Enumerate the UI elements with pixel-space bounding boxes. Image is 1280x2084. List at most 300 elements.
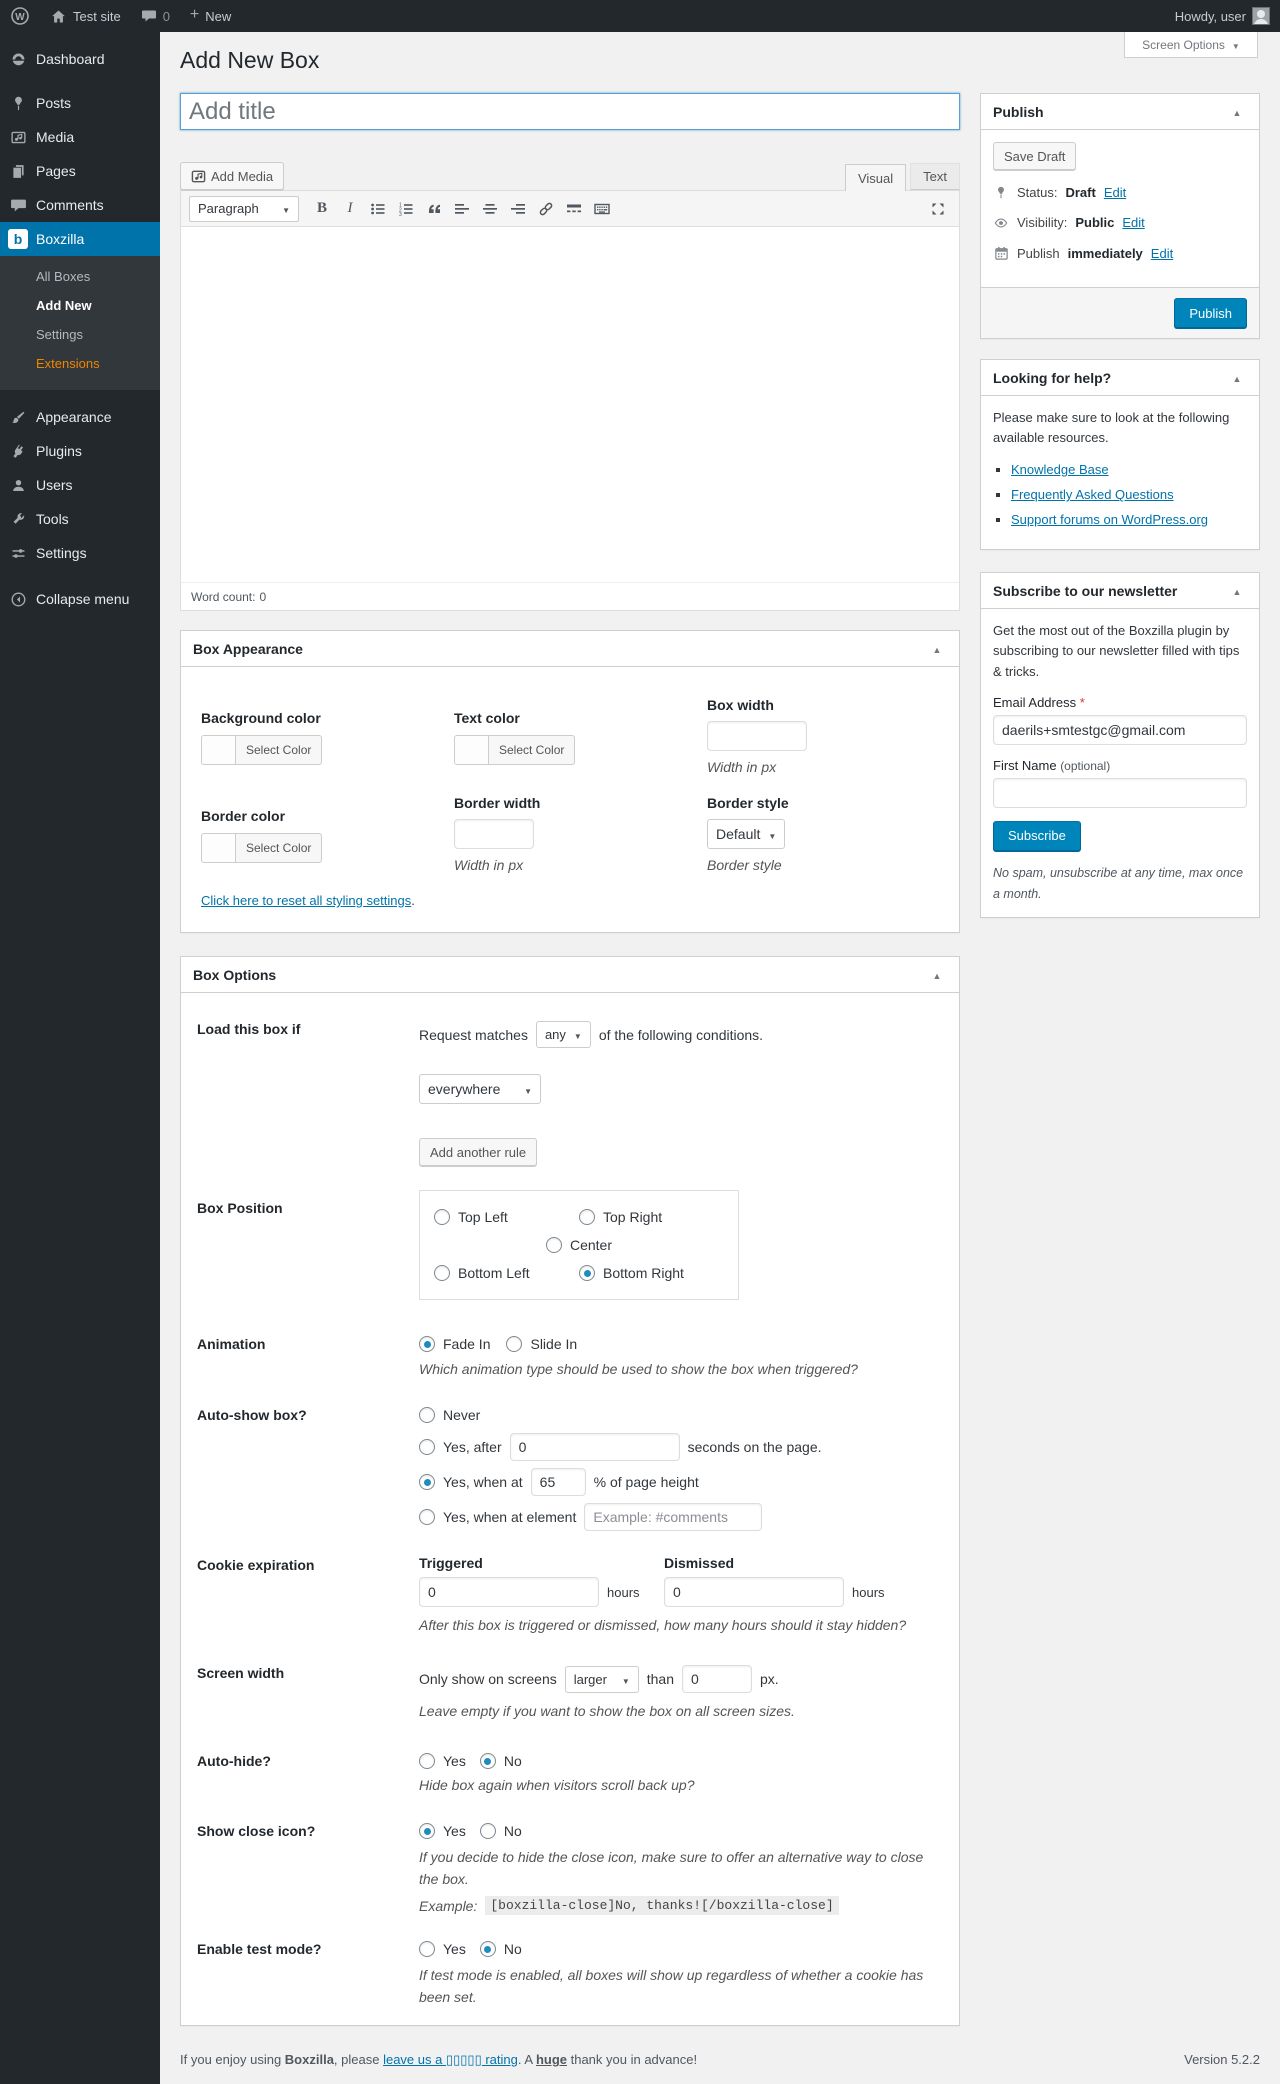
sidebar-item-dashboard[interactable] [0, 42, 160, 76]
radio-label: Yes, when at element [443, 1509, 577, 1525]
example-label: Example: [419, 1897, 478, 1914]
animation-fade-option[interactable] [419, 1336, 490, 1352]
radio-yes-at-element[interactable] [419, 1509, 435, 1525]
sidebar-item-posts[interactable] [0, 86, 160, 120]
autohide-yes-option[interactable] [419, 1753, 466, 1769]
submenu-settings[interactable]: Settings [36, 327, 83, 342]
editor-column [180, 93, 960, 2026]
request-matches-post: of the following conditions. [598, 1026, 764, 1043]
status-row [993, 185, 1247, 200]
wordpress-logo-icon [10, 6, 30, 26]
sidebar-item-label: Appearance [36, 409, 112, 425]
radio-label: No [503, 1823, 522, 1839]
howdy-user-menu[interactable] [1165, 0, 1280, 32]
collapse-toggle-icon[interactable] [927, 967, 947, 982]
submenu-all-boxes[interactable]: All Boxes [36, 269, 91, 284]
word-count-value: 0 [259, 589, 267, 604]
box-options-header [181, 957, 959, 993]
dismissed-hours-input[interactable] [664, 1577, 844, 1607]
radio-autohide-yes[interactable] [419, 1753, 435, 1769]
word-count-label: Word count: [191, 589, 256, 604]
plugins-plug-icon [8, 441, 28, 461]
background-color-picker-button[interactable] [201, 735, 322, 765]
visibility-row [993, 215, 1247, 230]
appearance-brush-icon [8, 407, 28, 427]
text-color-picker-button[interactable] [454, 735, 575, 765]
closeicon-yes-option[interactable] [419, 1823, 466, 1839]
chevron-down-icon [622, 1672, 630, 1687]
newsletter-header [981, 573, 1259, 609]
tab-text[interactable]: Text [910, 163, 960, 190]
radio-closeicon-yes[interactable] [419, 1823, 435, 1839]
sidebar-item-label: Dashboard [36, 51, 105, 67]
comments-icon [8, 195, 28, 215]
reset-styling-link[interactable]: Click here to reset all styling settings [201, 893, 412, 908]
field-label: Border color [201, 808, 286, 824]
element-selector-input[interactable] [584, 1503, 762, 1531]
border-style-value: Default [716, 826, 761, 842]
testmode-no-option[interactable] [480, 1941, 522, 1957]
page-height-percent-input[interactable] [531, 1468, 586, 1496]
match-type-select[interactable] [536, 1021, 591, 1048]
radio-label: Bottom Left [458, 1265, 530, 1281]
numbered-list-icon[interactable] [393, 197, 419, 221]
boxzilla-submenu [0, 256, 160, 390]
radio-label: Yes [443, 1823, 466, 1839]
publish-panel [980, 93, 1260, 339]
field-help: Width in px [707, 759, 777, 775]
panel-title: Box Appearance [193, 640, 303, 657]
calendar-icon [993, 245, 1009, 261]
align-left-icon[interactable] [449, 197, 475, 221]
editor-content-area[interactable] [181, 227, 959, 582]
comments-link[interactable] [131, 0, 180, 32]
field-label: Box width [707, 697, 774, 713]
autoshow-after-post: seconds on the page. [687, 1439, 822, 1455]
panel-title: Box Options [193, 966, 277, 983]
svg-text:W: W [15, 11, 25, 23]
color-swatch [202, 834, 236, 862]
border-style-field [707, 795, 939, 873]
triggered-label: Triggered [419, 1555, 483, 1571]
visibility-label: Visibility: [1017, 215, 1068, 230]
radio-closeicon-no[interactable] [480, 1823, 496, 1839]
sidebar-item-label: Tools [36, 511, 69, 527]
footer-text: If you enjoy using [180, 2052, 285, 2067]
add-media-button[interactable] [180, 162, 284, 190]
radio-top-left[interactable] [434, 1209, 450, 1225]
closeicon-no-option[interactable] [480, 1823, 522, 1839]
status-value: Draft [1065, 185, 1096, 200]
editor-toolbar [181, 191, 959, 227]
submenu-add-new[interactable]: Add New [36, 298, 92, 313]
help-intro: Please make sure to look at the following available resources. [993, 410, 1230, 446]
sidebar-item-collapse-menu[interactable] [0, 582, 160, 616]
testmode-help: If test mode is enabled, all boxes will show up regardless of whether a cookie has been set. [419, 1967, 924, 2006]
cookie-dismissed-group [664, 1555, 899, 1607]
panel-title: Publish [993, 103, 1044, 120]
newsletter-intro: Get the most out of the Boxzilla plugin by subscribing to our newsletter filled with tips & tricks. [993, 623, 1240, 679]
howdy-label: Howdy, user [1174, 8, 1246, 24]
list-item [1011, 462, 1247, 477]
radio-autohide-no[interactable] [480, 1753, 496, 1769]
option-label: Auto-hide? [197, 1753, 271, 1769]
sidebar-item-label: Boxzilla [36, 231, 85, 247]
background-color-field [201, 697, 454, 775]
radio-label: Top Right [603, 1209, 663, 1225]
reset-styling-row [201, 893, 939, 908]
reset-suffix: . [411, 893, 415, 908]
read-more-tag-icon[interactable] [561, 197, 587, 221]
autoshow-height-post: % of page height [593, 1474, 699, 1490]
submenu-extensions[interactable]: Extensions [36, 356, 100, 371]
sidebar-item-pages[interactable] [0, 154, 160, 188]
edit-visibility-link[interactable]: Edit [1122, 215, 1145, 230]
list-item [1011, 512, 1247, 527]
visibility-value: Public [1075, 215, 1115, 230]
autohide-no-option[interactable] [480, 1753, 522, 1769]
boxzilla-icon: b [8, 229, 28, 249]
border-width-field [454, 795, 707, 873]
footer-text: . A [517, 2052, 536, 2067]
load-box-row [181, 1021, 959, 1166]
content-editor [180, 190, 960, 611]
svg-text:1: 1 [399, 202, 402, 209]
publish-button[interactable]: Publish [1174, 298, 1247, 328]
position-grid [419, 1190, 739, 1300]
dismissed-label: Dismissed [664, 1555, 735, 1571]
dashboard-icon [8, 49, 28, 69]
sidebar-item-label: Users [36, 477, 73, 493]
autoshow-never-option[interactable] [419, 1407, 480, 1423]
radio-label: Yes, when at [443, 1474, 523, 1490]
sidebar-item-plugins[interactable] [0, 434, 160, 468]
comments-count: 0 [162, 8, 170, 24]
autohide-help: Hide box again when visitors scroll back up? [419, 1777, 695, 1793]
insert-link-icon[interactable] [533, 197, 559, 221]
sidebar-item-tools[interactable] [0, 502, 160, 536]
example-code: [boxzilla-close]No, thanks![/boxzilla-close] [485, 1896, 838, 1915]
home-icon [50, 8, 67, 25]
first-name-label: First Name (optional) [993, 757, 1111, 773]
eye-visibility-icon [993, 216, 1009, 230]
border-color-picker-button[interactable] [201, 833, 322, 863]
admin-sidebar [0, 32, 160, 2084]
avatar [1252, 7, 1270, 25]
cookie-help: After this box is triggered or dismissed, how many hours should it stay hidden? [419, 1617, 907, 1633]
autoshow-row [181, 1407, 959, 1531]
autoshow-height-option[interactable] [419, 1474, 523, 1490]
newsletter-body [981, 609, 1259, 917]
animation-slide-option[interactable] [506, 1336, 577, 1352]
sidebar-item-label: Posts [36, 95, 72, 111]
toolbar-toggle-keyboard-icon[interactable] [589, 197, 615, 221]
box-position-row [181, 1190, 959, 1300]
radio-label: Slide In [530, 1336, 578, 1352]
settings-sliders-icon [8, 543, 28, 563]
select-color-label: Select Color [246, 841, 312, 855]
radio-slide-in[interactable] [506, 1336, 522, 1352]
select-color-label: Select Color [499, 743, 565, 757]
comments-bubble-icon [141, 8, 157, 24]
rule-condition-value: everywhere [428, 1081, 501, 1097]
box-appearance-body [181, 667, 959, 922]
svg-text:3: 3 [399, 211, 402, 217]
position-center-option[interactable] [546, 1237, 612, 1253]
optional-label: (optional) [1060, 758, 1111, 773]
wordpress-menu[interactable] [0, 0, 40, 32]
footer-brand: Boxzilla [284, 2052, 334, 2067]
newsletter-disclaimer: No spam, unsubscribe at any time, max once a month. [993, 865, 1244, 901]
radio-label: Yes [443, 1941, 466, 1958]
radio-center[interactable] [546, 1237, 562, 1253]
help-body [981, 396, 1259, 549]
chevron-down-icon [768, 826, 776, 842]
media-icon [8, 127, 28, 147]
screen-options-tab[interactable] [1124, 32, 1258, 58]
position-top-left-option[interactable] [434, 1209, 508, 1225]
collapse-toggle-icon[interactable] [927, 641, 947, 656]
help-links-list [1011, 462, 1247, 527]
field-label: Border style [707, 795, 789, 811]
collapse-toggle-icon[interactable] [1227, 583, 1247, 598]
screen-width-row [181, 1665, 959, 1719]
bold-button[interactable]: B [316, 200, 327, 216]
status-label: Status: [1017, 185, 1058, 200]
radio-label: No [503, 1753, 522, 1769]
screen-help: Leave empty if you want to show the box on all screen sizes. [419, 1703, 795, 1719]
editor-mode-tabs [841, 163, 960, 190]
collapse-toggle-icon[interactable] [1227, 104, 1247, 119]
new-content-link[interactable] [180, 0, 241, 32]
option-label: Auto-show box? [197, 1407, 307, 1423]
faq-link[interactable]: Frequently Asked Questions [1011, 487, 1174, 503]
radio-label: Fade In [443, 1336, 491, 1352]
option-label: Load this box if [197, 1021, 301, 1037]
request-matches-pre: Request matches [419, 1026, 528, 1043]
color-swatch [455, 736, 489, 764]
pages-icon [8, 161, 28, 181]
blockquote-icon[interactable] [421, 197, 447, 221]
field-label: Background color [201, 710, 321, 726]
edit-schedule-link[interactable]: Edit [1150, 245, 1174, 261]
publish-header [981, 94, 1259, 130]
sidebar-column [980, 93, 1260, 918]
cookie-triggered-group [419, 1555, 654, 1607]
testmode-yes-option[interactable] [419, 1941, 466, 1957]
field-label: Border width [454, 795, 541, 811]
add-media-icon [191, 169, 206, 184]
radio-bottom-left[interactable] [434, 1265, 450, 1281]
border-width-input[interactable] [454, 819, 534, 849]
option-label: Show close icon? [197, 1823, 316, 1839]
pushpin-icon [8, 93, 28, 113]
paragraph-format-select[interactable] [189, 196, 299, 222]
add-another-rule-button[interactable]: Add another rule [419, 1138, 537, 1166]
edit-status-link[interactable]: Edit [1103, 185, 1127, 200]
fullscreen-expand-icon[interactable] [925, 197, 951, 221]
screen-pre: Only show on screens [419, 1671, 557, 1687]
radio-testmode-no[interactable] [480, 1941, 496, 1957]
radio-yes-after[interactable] [419, 1439, 435, 1455]
admin-footer [180, 2052, 1260, 2068]
required-asterisk: * [1079, 694, 1085, 710]
border-color-field [201, 795, 454, 873]
sidebar-item-label: Pages [36, 163, 76, 179]
publish-footer [981, 287, 1259, 338]
autoshow-after-option[interactable] [419, 1439, 502, 1455]
seconds-input[interactable] [510, 1433, 680, 1461]
email-field[interactable] [993, 715, 1247, 745]
sidebar-item-comments[interactable] [0, 188, 160, 222]
help-panel [980, 359, 1260, 550]
align-center-icon[interactable] [477, 197, 503, 221]
select-color-label: Select Color [246, 743, 312, 757]
cookie-row [181, 1555, 959, 1633]
radio-testmode-yes[interactable] [419, 1941, 435, 1957]
newsletter-panel [980, 572, 1260, 918]
bullet-list-icon[interactable] [365, 197, 391, 221]
sidebar-item-appearance[interactable] [0, 400, 160, 434]
save-draft-button[interactable]: Save Draft [993, 142, 1076, 170]
radio-label: No [503, 1941, 522, 1958]
chevron-down-icon [282, 201, 290, 216]
collapse-toggle-icon[interactable] [1227, 370, 1247, 385]
rule-condition-select[interactable] [419, 1074, 541, 1104]
color-swatch [202, 736, 236, 764]
sidebar-item-label: Comments [36, 197, 104, 213]
publish-immediately-row [993, 245, 1247, 261]
footer-text: thank you in advance! [567, 2052, 698, 2067]
box-options-panel [180, 956, 960, 2026]
radio-bottom-right[interactable] [579, 1265, 595, 1281]
collapse-arrow-icon [8, 589, 28, 609]
footer-text: , please [333, 2052, 384, 2067]
position-bottom-right-option[interactable] [579, 1265, 684, 1281]
radio-yes-when-at[interactable] [419, 1474, 435, 1490]
sidebar-item-label: Settings [36, 545, 87, 561]
sidebar-item-label: Collapse menu [36, 591, 130, 607]
chevron-down-icon [524, 1081, 532, 1097]
support-forums-link[interactable]: Support forums on WordPress.org [1011, 512, 1209, 528]
option-label: Animation [197, 1336, 266, 1352]
radio-label: Center [569, 1237, 613, 1253]
text-color-field [454, 697, 707, 775]
paragraph-select-value: Paragraph [198, 201, 259, 216]
chevron-down-icon [574, 1027, 582, 1042]
screen-post: px. [759, 1671, 779, 1687]
autoshow-element-option[interactable] [419, 1509, 576, 1525]
editor-status-bar [181, 582, 959, 610]
tools-wrench-icon [8, 509, 28, 529]
option-label: Box Position [197, 1200, 283, 1216]
triggered-hours-input[interactable] [419, 1577, 599, 1607]
position-top-right-option[interactable] [579, 1209, 662, 1225]
svg-text:2: 2 [399, 206, 402, 213]
sidebar-item-label: Plugins [36, 443, 82, 459]
radio-top-right[interactable] [579, 1209, 595, 1225]
add-media-label: Add Media [211, 168, 274, 184]
radio-label: Yes, after [443, 1439, 502, 1455]
plus-icon: + [189, 6, 200, 23]
help-header [981, 360, 1259, 396]
tab-visual[interactable]: Visual [845, 164, 906, 191]
test-mode-row [181, 1941, 959, 2008]
screen-mid: than [646, 1671, 674, 1687]
publish-body [981, 130, 1259, 273]
sidebar-item-label: Media [36, 129, 75, 145]
radio-label: Top Left [458, 1209, 508, 1225]
site-name-label: Test site [73, 8, 121, 24]
pin-status-icon [993, 185, 1009, 200]
screen-width-input[interactable] [682, 1665, 752, 1693]
admin-bar [0, 0, 1280, 32]
post-title-input[interactable] [180, 93, 960, 130]
list-item [1011, 487, 1247, 502]
screen-compare-value: larger [573, 1671, 607, 1687]
animation-help: Which animation type should be used to show the box when triggered? [419, 1361, 858, 1377]
panel-title: Looking for help? [993, 369, 1112, 386]
site-name-link[interactable] [40, 0, 131, 32]
option-label: Enable test mode? [197, 1941, 322, 1958]
footer-huge: huge [535, 2052, 567, 2067]
radio-never[interactable] [419, 1407, 435, 1423]
screen-compare-select[interactable] [565, 1666, 639, 1693]
field-label: Text color [454, 710, 520, 726]
sidebar-item-settings[interactable] [0, 536, 160, 570]
box-appearance-header [181, 631, 959, 667]
publish-immediately-bold: immediately [1067, 245, 1143, 261]
new-label: New [205, 8, 232, 24]
media-buttons-row [180, 154, 960, 190]
rating-link[interactable]: leave us a ▯▯▯▯▯ rating [383, 2052, 518, 2067]
users-icon [8, 475, 28, 495]
box-appearance-panel [180, 630, 960, 933]
knowledge-base-link[interactable]: Knowledge Base [1011, 462, 1109, 478]
screen-options-label: Screen Options [1142, 37, 1225, 52]
footer-left [180, 2052, 697, 2068]
field-help: Width in px [454, 857, 524, 873]
first-name-field[interactable] [993, 778, 1247, 808]
panel-title: Subscribe to our newsletter [993, 582, 1178, 599]
match-type-value: any [544, 1027, 566, 1042]
italic-button[interactable]: I [347, 200, 353, 216]
sidebar-item-users[interactable] [0, 468, 160, 502]
sidebar-item-boxzilla[interactable] [0, 222, 160, 256]
border-style-select[interactable] [707, 819, 785, 849]
radio-label: Never [443, 1407, 481, 1423]
subscribe-button[interactable]: Subscribe [993, 821, 1081, 851]
version-label: Version 5.2.2 [1184, 2052, 1260, 2067]
page-title: Add New Box [180, 47, 320, 73]
hours-label: hours [852, 1584, 885, 1600]
email-label: Email Address * [993, 694, 1085, 710]
hours-label: hours [607, 1584, 640, 1600]
sidebar-item-media[interactable] [0, 120, 160, 154]
closeicon-help: If you decide to hide the close icon, make sure to offer an alternative way to close the box. [419, 1849, 924, 1887]
radio-fade-in[interactable] [419, 1336, 435, 1352]
field-help: Border style [707, 857, 782, 873]
box-width-input[interactable] [707, 721, 807, 751]
radio-label: Bottom Right [603, 1265, 684, 1281]
align-right-icon[interactable] [505, 197, 531, 221]
publish-immediately-pre: Publish [1017, 245, 1060, 261]
position-bottom-left-option[interactable] [434, 1265, 530, 1281]
animation-row [181, 1336, 959, 1377]
autohide-row [181, 1753, 959, 1793]
chevron-down-icon [1232, 38, 1240, 52]
option-label: Screen width [197, 1665, 285, 1681]
